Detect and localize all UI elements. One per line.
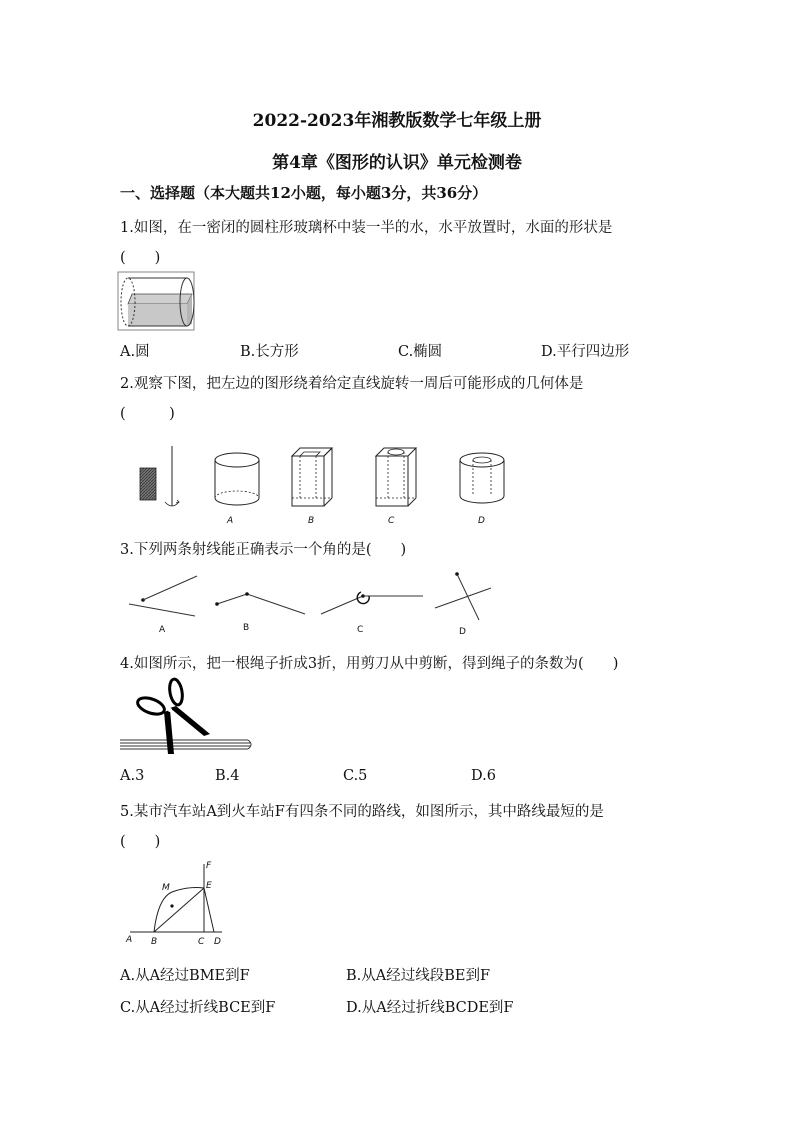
question-5-label-a: A: [126, 935, 133, 945]
question-5-option-d: D.从A经过折线BCDE到F: [346, 1000, 514, 1016]
question-2-label-d: D: [478, 516, 485, 526]
question-2-label-b: B: [308, 516, 315, 526]
question-2-label-a: A: [227, 516, 234, 526]
question-1-option-c: C.椭圆: [398, 344, 443, 360]
rays-angle-figure: [125, 568, 505, 638]
question-1-option-a: A.圆: [120, 344, 150, 360]
question-4-option-b: B.4: [215, 768, 240, 784]
rotation-solids-figure: [130, 440, 530, 530]
question-3-stem: 3.下列两条射线能正确表示一个角的是( ): [120, 542, 407, 558]
question-5-label-b: B: [151, 937, 158, 947]
question-5-stem: 5.某市汽车站A到火车站F有四条不同的路线，如图所示，其中路线最短的是: [120, 804, 604, 820]
document-subtitle: 第4章《图形的认识》单元检测卷: [272, 153, 522, 173]
question-3-label-c: C: [357, 625, 364, 635]
question-5-label-e: E: [206, 881, 212, 891]
question-5-label-m: M: [162, 883, 170, 893]
question-2-label-c: C: [388, 516, 395, 526]
question-3-label-b: B: [243, 623, 250, 633]
question-1-option-b: B.长方形: [240, 344, 299, 360]
routes-figure: [118, 856, 234, 948]
question-5-label-c: C: [198, 937, 205, 947]
question-5-option-a: A.从A经过BME到F: [120, 968, 250, 984]
question-3-label-d: D: [459, 627, 466, 637]
question-3-label-a: A: [159, 625, 166, 635]
question-4-option-c: C.5: [343, 768, 368, 784]
question-2-stem: 2.观察下图，把左边的图形绕着给定直线旋转一周后可能形成的几何体是: [120, 376, 584, 392]
question-4-option-a: A.3: [120, 768, 145, 784]
question-4-option-d: D.6: [471, 768, 496, 784]
question-5-label-f: F: [206, 861, 212, 871]
question-5-option-c: C.从A经过折线BCE到F: [120, 1000, 276, 1016]
question-5-option-b: B.从A经过线段BE到F: [346, 968, 491, 984]
question-1-blank: ( ): [120, 250, 161, 266]
question-1-option-d: D.平行四边形: [541, 344, 630, 360]
document-title: 2022-2023年湘教版数学七年级上册: [252, 111, 542, 131]
question-2-blank: ( ): [120, 406, 175, 422]
rope-scissors-figure: [118, 676, 254, 756]
question-5-label-d: D: [214, 937, 221, 947]
question-1-stem: 1.如图，在一密闭的圆柱形玻璃杯中装一半的水，水平放置时，水面的形状是: [120, 220, 613, 236]
question-4-stem: 4.如图所示，把一根绳子折成3折，用剪刀从中剪断，得到绳子的条数为( ): [120, 656, 619, 672]
section-heading: 一、选择题（本大题共12小题，每小题3分，共36分）: [120, 184, 488, 202]
question-5-blank: ( ): [120, 834, 161, 850]
cylinder-glass-figure: [118, 272, 196, 332]
